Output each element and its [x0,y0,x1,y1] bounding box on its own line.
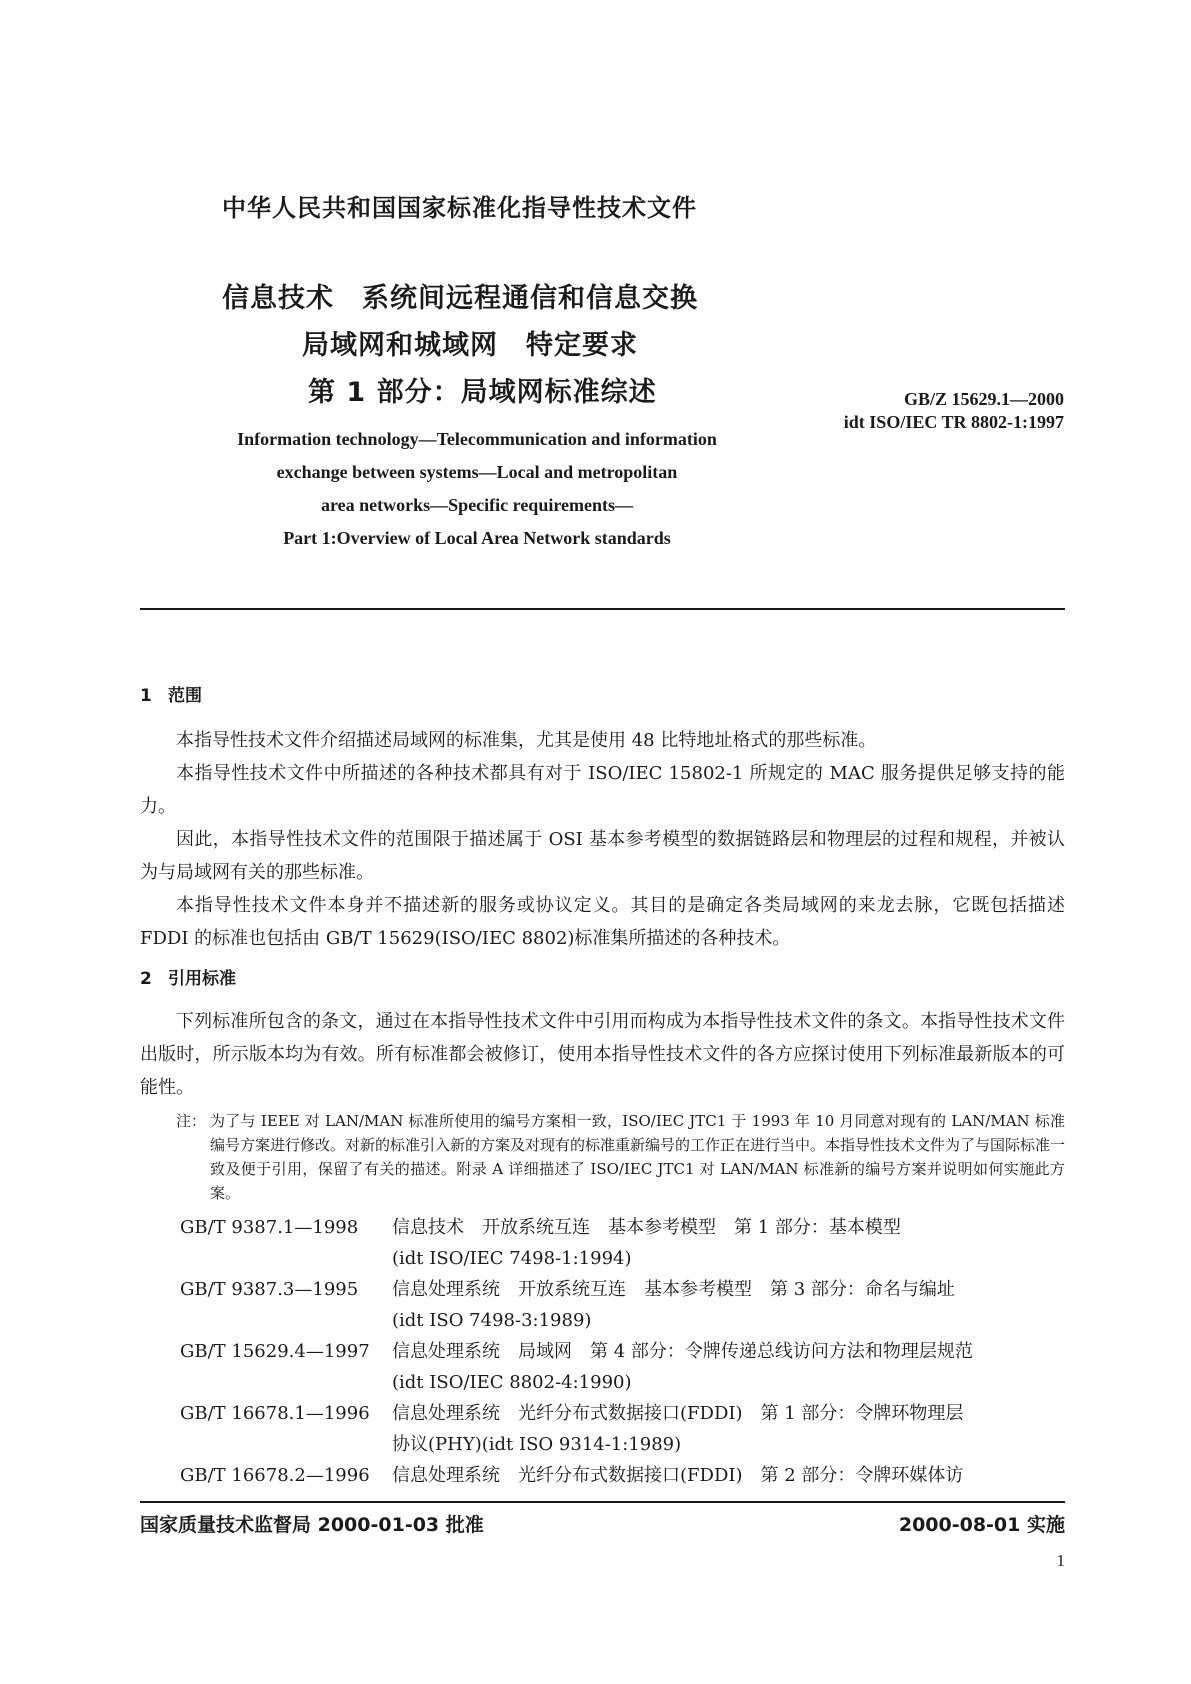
section-2-paragraph: 下列标准所包含的条文，通过在本指导性技术文件中引用而构成为本指导性技术文件的条文。本指导性技术文件出版时，所示版本均为有效。所有标准都会被修订，使用本指导性技术文件的各方应探讨使用下列标准最新版本的可能性。 [140,1011,1065,1098]
reference-title: 信息处理系统 局域网 第 4 部分：令牌传递总线访问方法和物理层规范 [392,1341,973,1362]
header-divider [140,608,1065,610]
reference-continuation: 协议(PHY)(idt ISO 9314-1:1989) [392,1434,682,1455]
chinese-title-line-3: 第 1 部分：局域网标准综述 [308,377,657,408]
reference-continuation: (idt ISO/IEC 8802-4:1990) [392,1372,632,1393]
section-1-title: 范围 [168,686,202,706]
reference-item [180,1274,1065,1336]
reference-title: 信息处理系统 光纤分布式数据接口(FDDI) 第 2 部分：令牌环媒体访 [392,1465,964,1486]
section-2-number: 2 [140,969,152,989]
footer-divider [140,1501,1065,1503]
section-1-paragraph: 本指导性技术文件本身并不描述新的服务或协议定义。其目的是确定各类局域网的来龙去脉，它既包括描述 FDDI 的标准也包括由 GB/T 15629(ISO/IEC 8802)标准集所描述的各种技术。 [140,895,1065,949]
page-number: 1 [1056,1551,1065,1570]
note-block [176,1109,1065,1205]
gb-standard-number: GB/Z 15629.1—2000 [903,389,1064,409]
reference-title: 信息处理系统 开放系统互连 基本参考模型 第 3 部分：命名与编址 [392,1279,955,1300]
english-title-line-2: exchange between systems—Local and metropolitan [276,462,678,482]
document-type-header: 中华人民共和国国家标准化指导性技术文件 [222,194,697,222]
reference-code: GB/T 16678.2—1996 [180,1465,370,1486]
section-1-paragraph: 因此，本指导性技术文件的范围限于描述属于 OSI 基本参考模型的数据链路层和物理层的过程和规程，并被认为与局域网有关的那些标准。 [140,829,1065,883]
reference-item [180,1398,1065,1460]
english-title-line-4: Part 1:Overview of Local Area Network standards [283,528,671,548]
section-2-title: 引用标准 [168,969,236,989]
english-title-line-3: area networks—Specific requirements— [321,495,633,515]
section-2-heading [140,964,236,989]
section-1-paragraph: 本指导性技术文件介绍描述局域网的标准集，尤其是使用 48 比特地址格式的那些标准。 [176,730,877,751]
reference-item [180,1460,1065,1491]
chinese-title-line-2: 局域网和城域网 特定要求 [302,330,638,361]
reference-code: GB/T 16678.1—1996 [180,1403,370,1424]
reference-title: 信息处理系统 光纤分布式数据接口(FDDI) 第 1 部分：令牌环物理层 [392,1403,964,1424]
chinese-title-line-1: 信息技术 系统间远程通信和信息交换 [222,283,698,314]
note-text: 为了与 IEEE 对 LAN/MAN 标准所使用的编号方案相一致，ISO/IEC JTC1 于 1993 年 10 月同意对现有的 LAN/MAN 标准编号方案进行修改。对新的标准引入新的方案及对现有的标准重新编号的工作正在进行当中。本指导性技术文件为了与国际标准一致及便于引用，保留了有关的描述。附录 A 详细描述了 ISO/IEC JTC1 对 LAN/MAN 标准新的编号方案并说明如何实施此方案。 [210,1112,1066,1202]
reference-item [180,1212,1065,1274]
note-label: 注： [176,1112,207,1130]
reference-item [180,1336,1065,1398]
reference-code: GB/T 15629.4—1997 [180,1341,370,1362]
english-title-line-1: Information technology—Telecommunication and information [237,429,717,449]
reference-continuation: (idt ISO 7498-3:1989) [392,1310,592,1331]
standard-numbers [844,388,1064,434]
reference-code: GB/T 9387.1—1998 [180,1217,359,1238]
approval-info: 国家质量技术监督局 2000-01-03 批准 [140,1514,484,1536]
reference-continuation: (idt ISO/IEC 7498-1:1994) [392,1248,632,1269]
reference-code: GB/T 9387.3—1995 [180,1279,359,1300]
reference-title: 信息技术 开放系统互连 基本参考模型 第 1 部分：基本模型 [392,1217,901,1238]
section-1-heading [140,681,202,706]
section-1-paragraph: 本指导性技术文件中所描述的各种技术都具有对于 ISO/IEC 15802-1 所规定的 MAC 服务提供足够支持的能力。 [140,763,1065,817]
section-1-number: 1 [140,686,152,706]
effective-date: 2000-08-01 实施 [898,1514,1065,1536]
iso-equivalent-number: idt ISO/IEC TR 8802-1:1997 [843,412,1064,432]
